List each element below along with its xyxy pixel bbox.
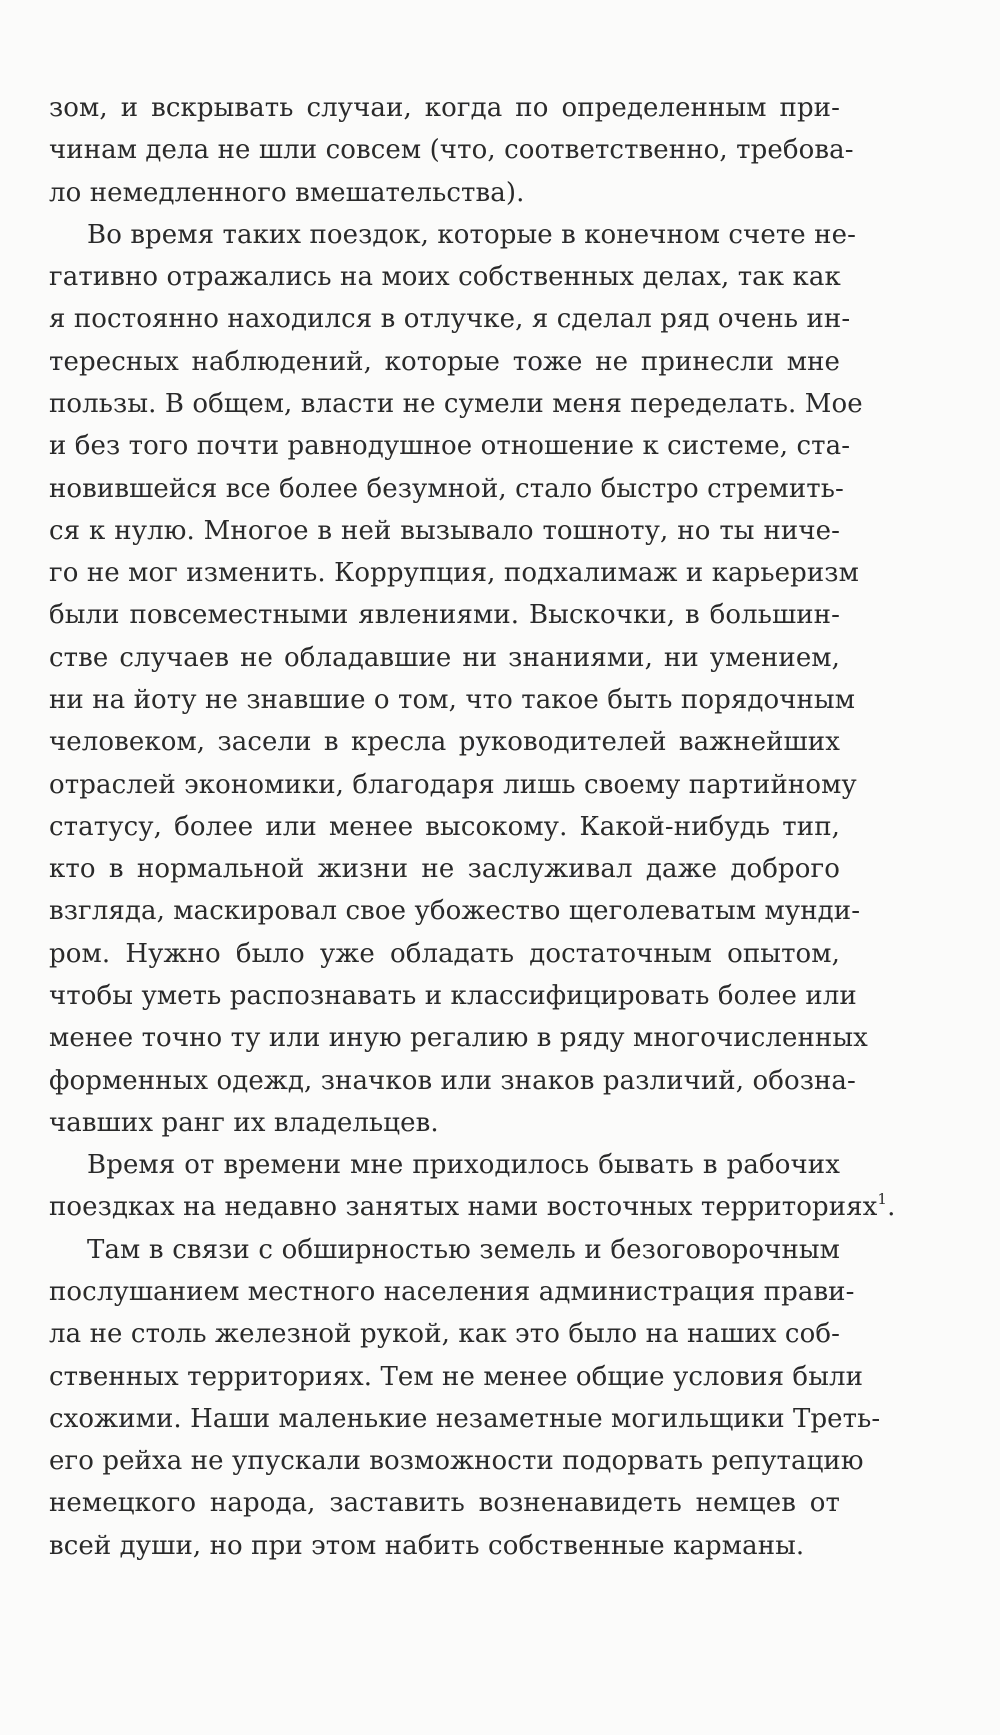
text-line: пользы. В общем, власти не сумели меня переделать. Мое <box>49 389 863 419</box>
text-line: ла не столь железной рукой, как это было на наших соб- <box>49 1319 840 1349</box>
text-line: взгляда, маскировал свое убожество щеголеватым мунди- <box>49 896 861 926</box>
footnote-ref: 1 <box>877 1190 888 1208</box>
text-line: ром. Нужно было уже обладать достаточным опытом, <box>49 939 840 969</box>
text-line: тересных наблюдений, которые тоже не принесли мне <box>49 347 840 377</box>
text-line: ственных территориях. Тем не менее общие условия были <box>49 1362 864 1392</box>
text-line: немецкого народа, заставить возненавидеть немцев от <box>49 1488 840 1518</box>
text-line: статусу, более или менее высокому. Какой-нибудь тип, <box>49 812 840 842</box>
text-line: стве случаев не обладавшие ни знаниями, ни умением, <box>49 643 840 673</box>
text-line: Там в связи с обширностью земель и безоговорочным <box>87 1235 840 1265</box>
text-line: чавших ранг их владельцев. <box>49 1108 439 1138</box>
footnote-ref-suffix: . <box>887 1192 896 1222</box>
text-line: поездках на недавно занятых нами восточных территориях <box>49 1192 878 1222</box>
text-line: схожими. Наши маленькие незаметные могильщики Треть- <box>49 1404 881 1434</box>
text-line: форменных одежд, значков или знаков различий, обозна- <box>49 1066 856 1096</box>
text-line: новившейся все более безумной, стало быстро стремить- <box>49 474 844 504</box>
text-line: его рейха не упускали возможности подорвать репутацию <box>49 1446 864 1476</box>
text-line: я постоянно находился в отлучке, я сделал ряд очень ин- <box>49 304 851 334</box>
text-line: ло немедленного вмешательства). <box>49 178 525 208</box>
text-line: кто в нормальной жизни не заслуживал даже доброго <box>49 854 840 884</box>
text-line-with-footnote-ref <box>49 1185 896 1229</box>
text-line: всей души, но при этом набить собственные карманы. <box>49 1531 805 1561</box>
text-line: чтобы уметь распознавать и классифицировать более или <box>49 981 857 1011</box>
text-line: менее точно ту или иную регалию в ряду многочисленных <box>49 1023 868 1053</box>
text-line: послушанием местного населения администрация прави- <box>49 1277 855 1307</box>
text-line: Во время таких поездок, которые в конечном счете не- <box>87 220 856 250</box>
text-line: и без того почти равнодушное отношение к системе, ста- <box>49 431 851 461</box>
text-line: Время от времени мне приходилось бывать в рабочих <box>87 1150 840 1180</box>
text-line: зом, и вскрывать случаи, когда по определенным при- <box>49 93 840 123</box>
text-line: были повсеместными явлениями. Выскочки, в большин- <box>49 600 840 630</box>
text-line: го не мог изменить. Коррупция, подхалимаж и карьеризм <box>49 558 859 588</box>
text-line: отраслей экономики, благодаря лишь своему партийному <box>49 770 857 800</box>
text-line: гативно отражались на моих собственных делах, так как <box>49 262 841 292</box>
text-line: человеком, засели в кресла руководителей важнейших <box>49 727 840 757</box>
text-line: чинам дела не шли совсем (что, соответственно, требова- <box>49 135 854 165</box>
text-line: ни на йоту не знавшие о том, что такое быть порядочным <box>49 685 856 715</box>
text-line: ся к нулю. Многое в ней вызывало тошноту, но ты ниче- <box>49 516 840 546</box>
